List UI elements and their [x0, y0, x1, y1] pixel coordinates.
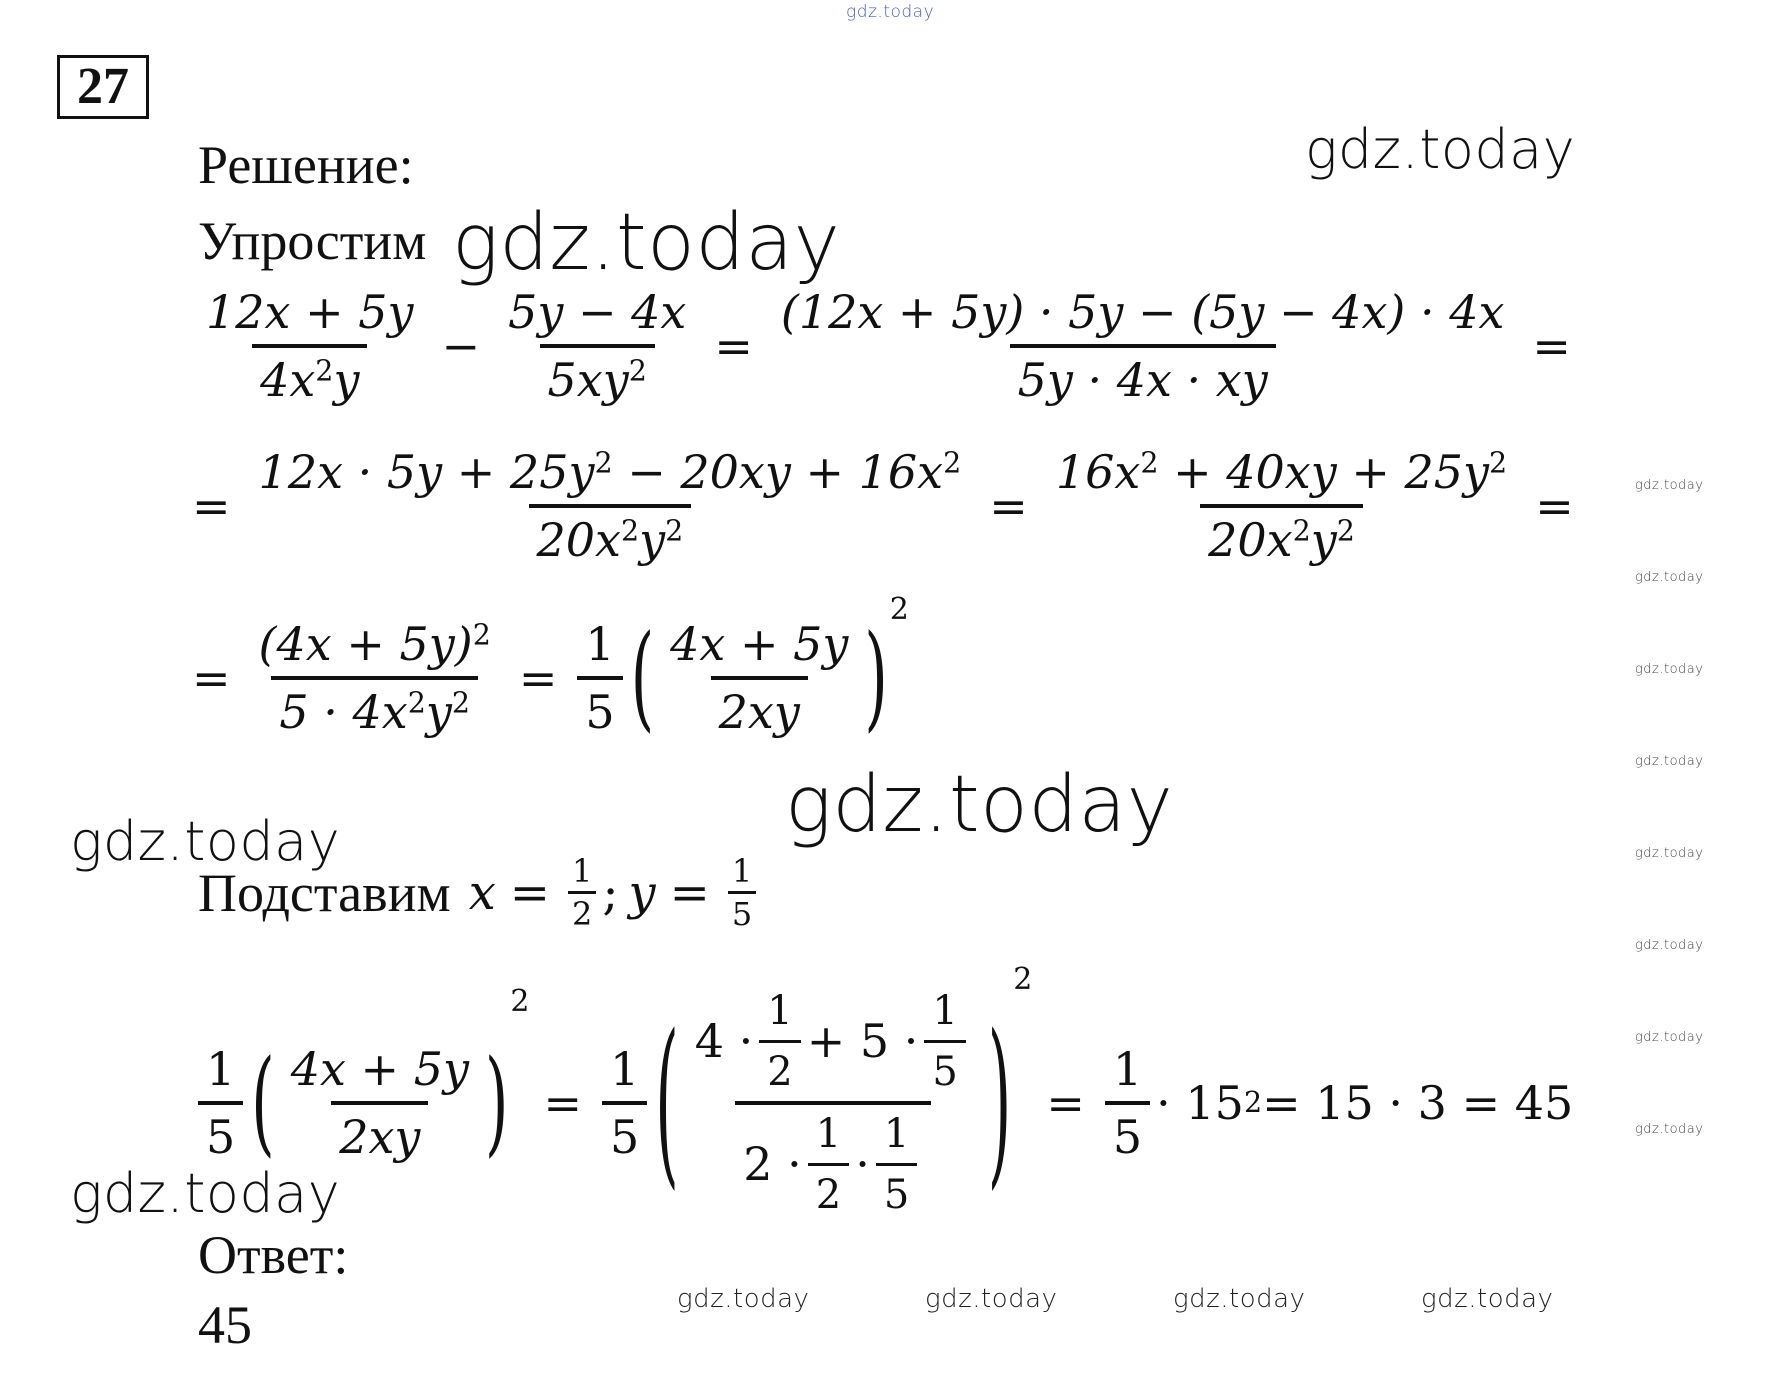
- denominator-part: 2 ·: [743, 1137, 802, 1192]
- denominator-part: y: [333, 353, 360, 408]
- equals-sign: =: [518, 651, 558, 706]
- numerator: 1: [932, 988, 958, 1034]
- watermark: gdz.today: [1635, 662, 1704, 677]
- watermark: gdz.today: [925, 1284, 1058, 1314]
- exponent: 2: [407, 686, 426, 720]
- separator: ;: [602, 864, 619, 921]
- equals-sign: =: [543, 1076, 583, 1130]
- denominator-part: y: [425, 685, 452, 740]
- denominator-part: ·: [855, 1137, 870, 1192]
- left-paren: (: [630, 611, 655, 745]
- right-paren: ): [484, 1036, 509, 1170]
- fraction: [924, 990, 965, 1093]
- numerator-part: + 40xy + 25y: [1158, 445, 1490, 499]
- numerator-part: 16x: [1055, 445, 1141, 499]
- watermark: gdz.today: [846, 2, 935, 22]
- denominator: 2xy: [718, 685, 800, 740]
- coefficient-fraction: [198, 1041, 243, 1164]
- numerator: 1: [610, 1041, 640, 1096]
- equals-sign: =: [509, 864, 550, 921]
- denominator: 5: [602, 1101, 647, 1161]
- nested-fraction: [687, 990, 980, 1216]
- exponent: 2: [889, 592, 909, 627]
- denominator: 2: [759, 1040, 800, 1093]
- denominator-part: 5xy: [547, 353, 629, 408]
- exponent: 2: [451, 686, 471, 720]
- exponent: 2: [943, 446, 962, 480]
- substitute-line: [198, 852, 760, 933]
- equation-line-3: [192, 592, 909, 745]
- right-paren: ): [864, 611, 888, 745]
- numerator-part: 4 ·: [694, 1014, 754, 1069]
- watermark: gdz.today: [1635, 1122, 1704, 1137]
- numerator: 1: [767, 988, 793, 1034]
- exponent: 2: [594, 446, 613, 480]
- watermark: gdz.today: [1173, 1284, 1306, 1314]
- denominator: 2: [568, 891, 596, 930]
- exponent: 2: [1489, 446, 1508, 480]
- fraction: [773, 285, 1513, 408]
- denominator-part: 20x: [536, 513, 621, 568]
- problem-number: 27: [57, 55, 149, 119]
- numerator: 1: [731, 852, 753, 890]
- denominator: 5: [198, 1101, 243, 1161]
- watermark: gdz.today: [1635, 1030, 1704, 1045]
- exponent: 2: [1140, 446, 1159, 480]
- exponent: 2: [315, 354, 334, 388]
- numerator-part: − 20xy + 16x: [612, 445, 944, 499]
- result-part: = 15 · 3 = 45: [1262, 1076, 1574, 1130]
- numerator: 1: [206, 1041, 236, 1096]
- denominator-part: y: [1310, 513, 1337, 568]
- numerator-part: + 5 ·: [806, 1014, 919, 1069]
- left-paren: (: [251, 1036, 275, 1170]
- numerator: 1: [571, 852, 593, 890]
- numerator: 1: [815, 1111, 842, 1157]
- exponent: 2: [1292, 514, 1311, 548]
- denominator: 2: [808, 1163, 849, 1216]
- equation-line-1: [192, 285, 1585, 408]
- watermark: gdz.today: [70, 1162, 341, 1225]
- denominator-part: y: [639, 513, 666, 568]
- exponent: 2: [665, 514, 684, 548]
- denominator: 5: [1105, 1101, 1150, 1161]
- equals-sign: =: [1535, 479, 1574, 534]
- coefficient-fraction: [602, 1041, 647, 1164]
- numerator: 4x + 5y: [670, 617, 849, 671]
- right-paren: ): [987, 998, 1012, 1208]
- variable-y: y: [628, 864, 656, 921]
- watermark: gdz.today: [1635, 754, 1704, 769]
- exponent: 2: [1336, 514, 1355, 548]
- watermark: gdz.today: [70, 810, 341, 873]
- numerator-part: 12x · 5y + 25y: [258, 445, 595, 499]
- exponent: 2: [628, 354, 647, 388]
- watermark: gdz.today: [1635, 570, 1704, 585]
- exponent: 2: [510, 984, 530, 1019]
- solution-label: Решение:: [198, 135, 414, 195]
- equation-line-4: $\frac{1}{5}$ ( $\frac{4x + 5y}{2xy}$ ) 2 = $\frac{1}{5}$ ( 4 · $\frac{1}{2}$ + 5 · $\frac{1}{5}$ 2 · $\frac{1}{2}$ · $\frac{1}{5}$ ) 2 = $\frac{1}{5}$ · 15 2 = 15 · 3 = 45: [192, 990, 1573, 1216]
- fraction: [728, 852, 756, 933]
- equals-sign: =: [714, 319, 753, 374]
- exponent: 2: [621, 514, 640, 548]
- denominator: 5: [577, 676, 622, 736]
- equals-sign: =: [989, 479, 1028, 534]
- watermark: gdz.today: [785, 760, 1174, 850]
- result-part: · 15: [1156, 1076, 1244, 1130]
- fraction: [662, 617, 856, 740]
- answer-label: Ответ:: [198, 1225, 349, 1285]
- equals-sign: =: [192, 479, 231, 534]
- coefficient-fraction: [1105, 1041, 1150, 1164]
- denominator: 5: [728, 891, 756, 930]
- numerator: 12x + 5y: [206, 285, 414, 339]
- numerator: 1: [1112, 1041, 1143, 1096]
- equation-line-2: [192, 445, 1588, 568]
- fraction: [808, 1113, 849, 1216]
- exponent: 2: [472, 618, 491, 652]
- equals-sign: =: [669, 864, 710, 921]
- denominator: 2xy: [339, 1110, 421, 1164]
- numerator: 1: [883, 1111, 910, 1157]
- watermark: gdz.today: [1421, 1284, 1554, 1314]
- numerator: (12x + 5y) · 5y − (5y − 4x) · 4x: [780, 285, 1505, 339]
- equals-sign: =: [1046, 1076, 1085, 1130]
- fraction: [568, 852, 596, 933]
- fraction: [198, 285, 422, 408]
- exponent: 2: [1013, 962, 1033, 997]
- fraction: [876, 1113, 917, 1216]
- denominator: 5y · 4x · xy: [1017, 353, 1268, 408]
- denominator: 5: [924, 1040, 965, 1093]
- denominator-part: 4x: [260, 353, 316, 408]
- variable-x: x: [468, 864, 496, 921]
- fraction: [759, 990, 800, 1093]
- minus-sign: −: [441, 319, 481, 374]
- left-paren: (: [655, 998, 679, 1208]
- simplify-label: Упростим: [198, 211, 427, 271]
- fraction: [251, 445, 970, 568]
- numerator: 5y − 4x: [508, 285, 687, 339]
- watermark: gdz.today: [1635, 478, 1704, 493]
- coefficient-fraction: [577, 617, 622, 740]
- fraction: [251, 617, 499, 740]
- watermark: gdz.today: [1305, 118, 1576, 181]
- fraction: [500, 285, 694, 408]
- answer-value: 45: [198, 1295, 252, 1355]
- equals-sign: =: [1532, 319, 1571, 374]
- numerator: 4x + 5y: [290, 1041, 469, 1096]
- denominator-part: 20x: [1208, 513, 1293, 568]
- numerator: 1: [585, 617, 615, 671]
- denominator-part: 5 · 4x: [279, 685, 408, 740]
- watermark: gdz.today: [1635, 938, 1704, 953]
- fraction: [1048, 445, 1515, 568]
- fraction: [283, 1041, 477, 1164]
- watermark: gdz.today: [1635, 846, 1704, 861]
- numerator: (4x + 5y): [258, 617, 473, 671]
- watermark: gdz.today: [452, 198, 841, 288]
- equals-sign: =: [192, 651, 231, 706]
- denominator: 5: [876, 1163, 917, 1216]
- watermark: gdz.today: [677, 1284, 810, 1314]
- substitute-label: Подставим: [198, 862, 451, 923]
